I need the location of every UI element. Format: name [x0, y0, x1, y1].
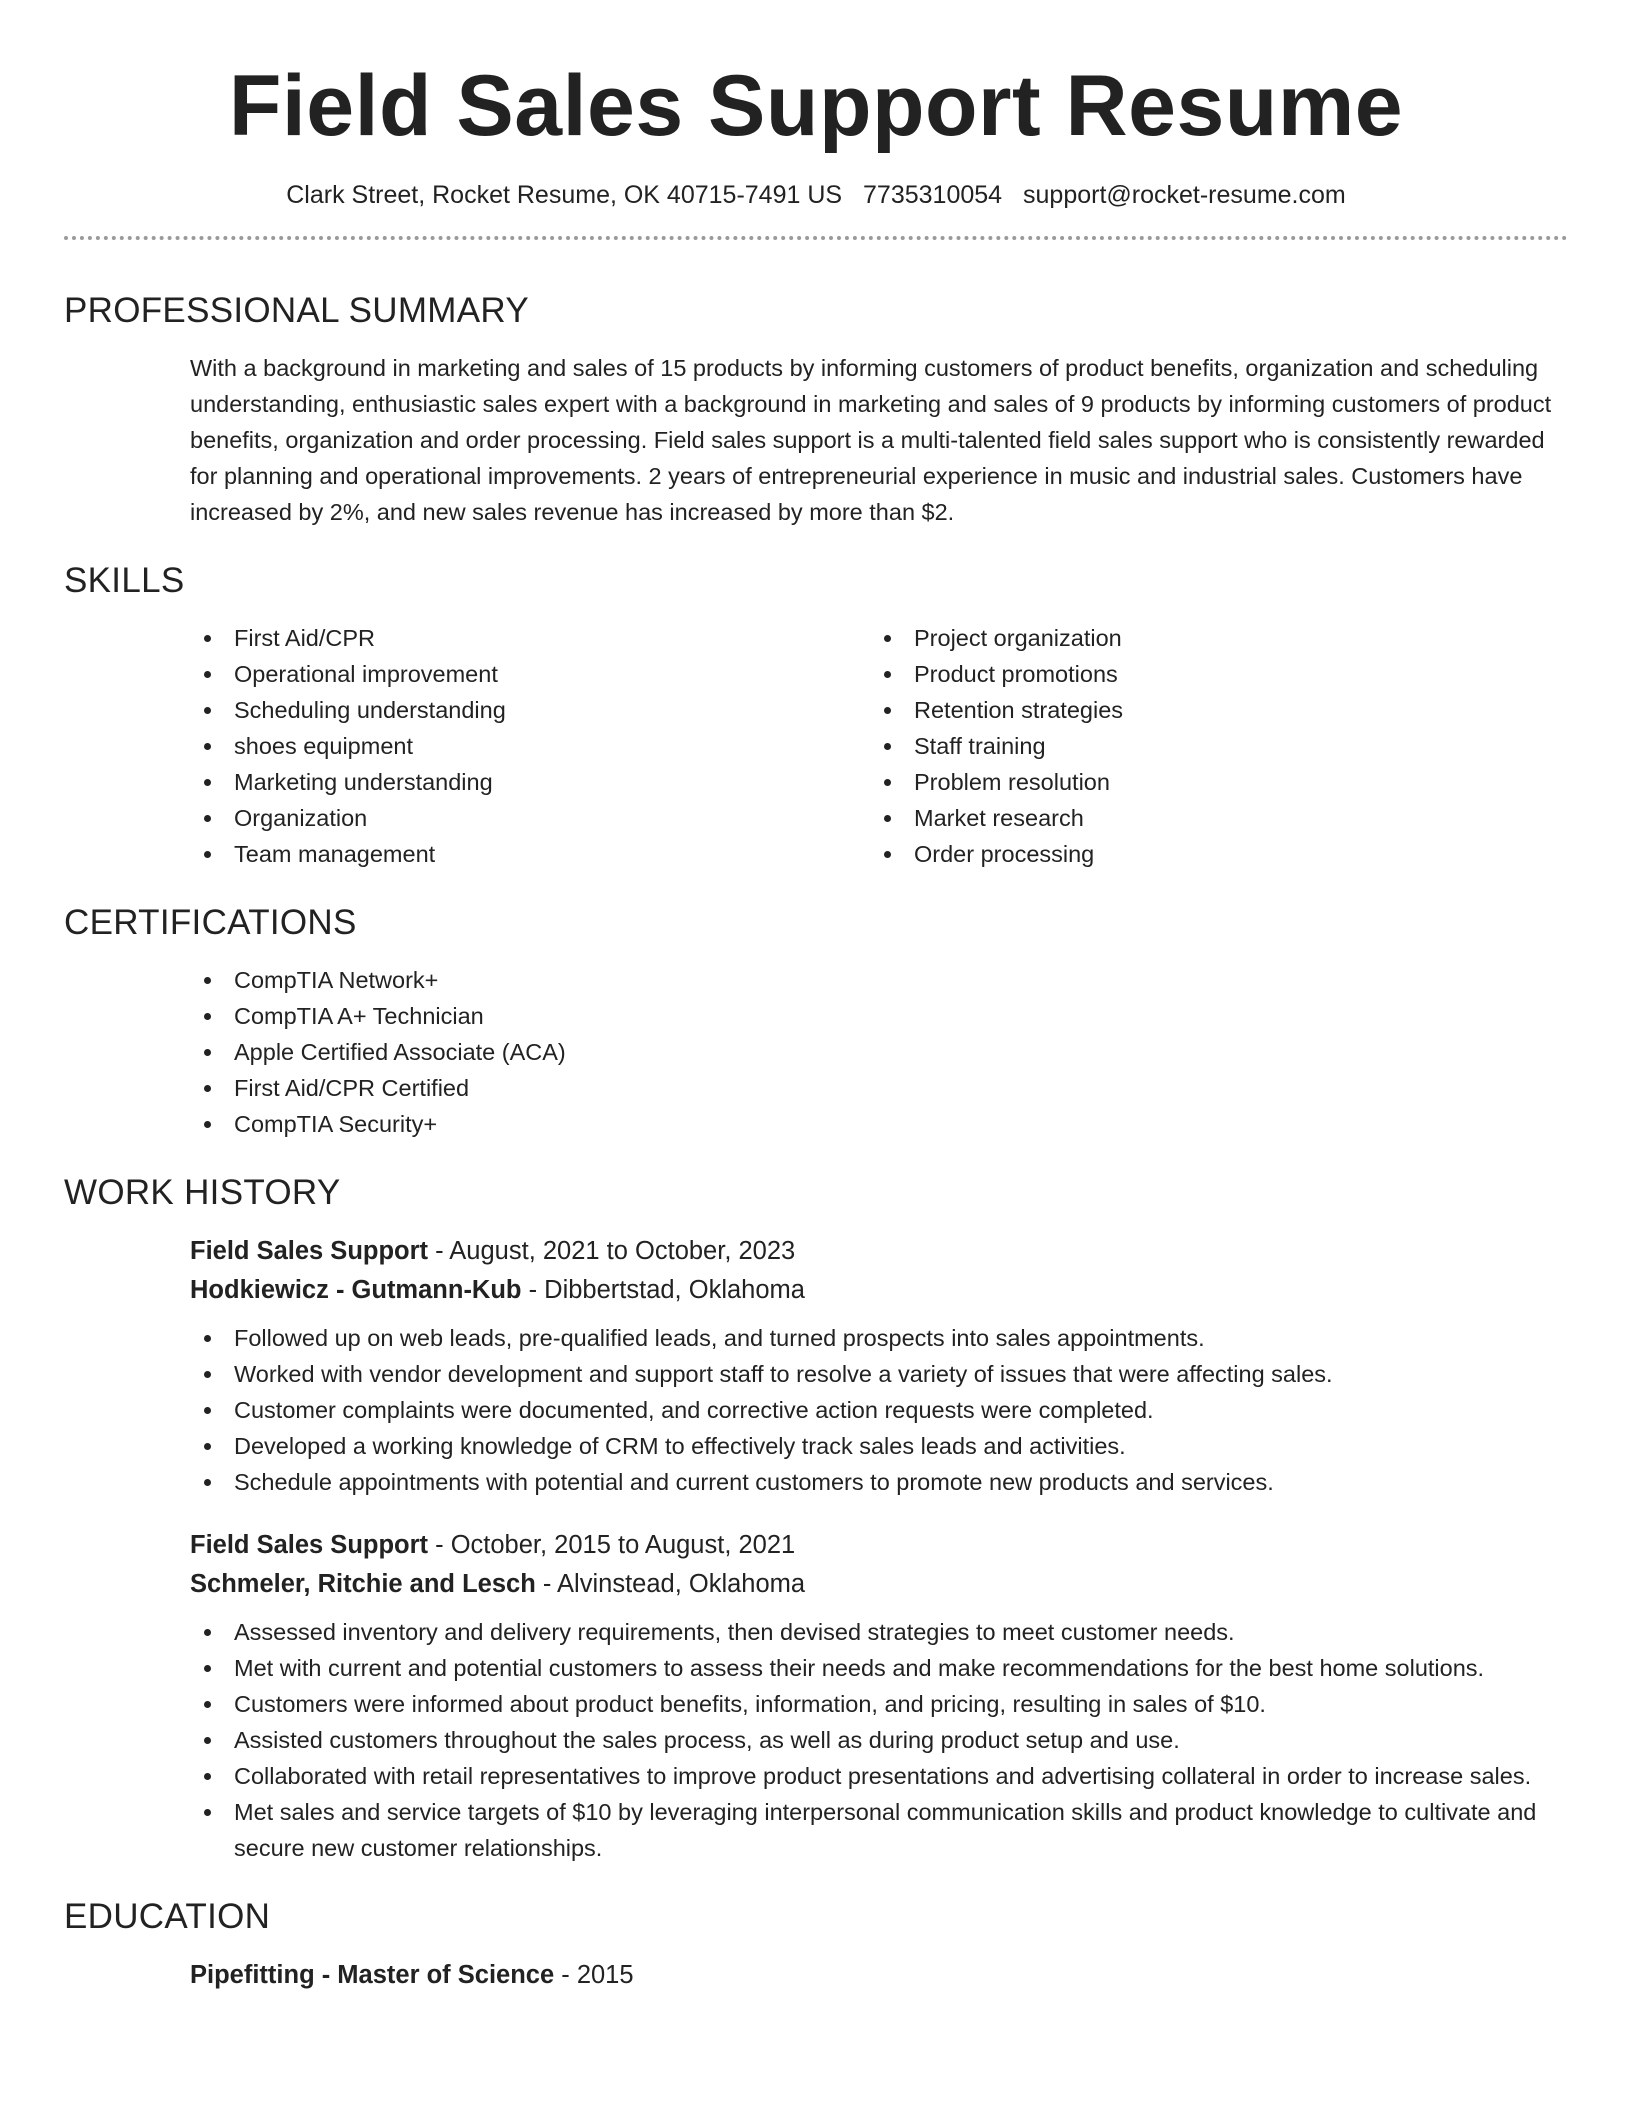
skills-grid: [190, 620, 1568, 872]
skills-list-right: [870, 620, 1470, 872]
job-bullet: Met with current and potential customers to assess their needs and make recommendations for the best home solutions.: [190, 1650, 1568, 1686]
skill-item: Retention strategies: [870, 692, 1470, 728]
job-bullet: Developed a working knowledge of CRM to effectively track sales leads and activities.: [190, 1428, 1568, 1464]
certifications-heading: CERTIFICATIONS: [64, 903, 357, 942]
resume-title: Field Sales Support Resume: [228, 58, 1404, 154]
certifications-section: [64, 902, 1568, 1142]
job-bullet: Schedule appointments with potential and current customers to promote new products and services.: [190, 1464, 1568, 1500]
job-company-line: [190, 1565, 1568, 1604]
certification-item: CompTIA A+ Technician: [190, 998, 1568, 1034]
education-entry: [190, 1956, 1568, 1995]
education-section: [64, 1896, 1568, 1995]
work-history-heading: WORK HISTORY: [64, 1173, 341, 1212]
certification-item: CompTIA Network+: [190, 962, 1568, 998]
job-bullets: [190, 1614, 1568, 1866]
skill-item: Project organization: [870, 620, 1470, 656]
job-bullet: Collaborated with retail representatives to improve product presentations and advertising collateral in order to increase sales.: [190, 1758, 1568, 1794]
summary-text: With a background in marketing and sales of 15 products by informing customers of product benefits, organization and scheduling understanding, enthusiastic sales expert with a background in marketing and sales of 9 products by informing customers of product benefits, organization and order processing. Field sales support is a multi-talented field sales support who is consistently rewarded for planning and operational improvements. 2 years of entrepreneurial experience in music and industrial sales. Customers have increased by 2%, and new sales revenue has increased by more than $2.: [190, 355, 1552, 525]
job-bullet: Customers were informed about product benefits, information, and pricing, resulting in sales of $10.: [190, 1686, 1568, 1722]
education-degree: Pipefitting - Master of Science: [190, 1961, 555, 1989]
job-location: - Dibbertstad, Oklahoma: [521, 1276, 805, 1304]
job-company-line: [190, 1271, 1568, 1310]
skill-item: shoes equipment: [190, 728, 870, 764]
skill-item: Organization: [190, 800, 870, 836]
job-bullets: [190, 1320, 1568, 1500]
work-history-section: [64, 1172, 1568, 1866]
contact-email: support@rocket-resume.com: [1023, 181, 1346, 209]
skills-section: [64, 560, 1568, 872]
certifications-list: [190, 962, 1568, 1142]
job-entry: [190, 1232, 1568, 1500]
skills-list-left: [190, 620, 870, 872]
skill-item: Market research: [870, 800, 1470, 836]
certification-item: First Aid/CPR Certified: [190, 1070, 1568, 1106]
skill-item: Team management: [190, 836, 870, 872]
job-bullet: Worked with vendor development and support staff to resolve a variety of issues that were affecting sales.: [190, 1356, 1568, 1392]
certification-item: CompTIA Security+: [190, 1106, 1568, 1142]
header-divider: [64, 236, 1568, 240]
education-year: - 2015: [554, 1961, 634, 1989]
skill-item: Product promotions: [870, 656, 1470, 692]
summary-section: [64, 290, 1568, 530]
job-title-line: [190, 1526, 1568, 1565]
skill-item: Marketing understanding: [190, 764, 870, 800]
job-location: - Alvinstead, Oklahoma: [535, 1570, 806, 1598]
skills-heading: SKILLS: [64, 561, 185, 600]
skill-item: Staff training: [870, 728, 1470, 764]
job-bullet: Assisted customers throughout the sales process, as well as during product setup and use.: [190, 1722, 1568, 1758]
resume-page: [64, 0, 1568, 1995]
job-company: Hodkiewicz - Gutmann-Kub: [190, 1276, 522, 1304]
skill-item: Problem resolution: [870, 764, 1470, 800]
job-dates: - October, 2015 to August, 2021: [428, 1531, 796, 1559]
job-bullet: Customer complaints were documented, and corrective action requests were completed.: [190, 1392, 1568, 1428]
education-heading: EDUCATION: [64, 1897, 271, 1936]
job-title: Field Sales Support: [190, 1237, 429, 1265]
job-bullet: Followed up on web leads, pre-qualified leads, and turned prospects into sales appointments.: [190, 1320, 1568, 1356]
skill-item: Operational improvement: [190, 656, 870, 692]
job-dates: - August, 2021 to October, 2023: [428, 1237, 796, 1265]
skill-item: Scheduling understanding: [190, 692, 870, 728]
job-bullet: Assessed inventory and delivery requirements, then devised strategies to meet customer needs.: [190, 1614, 1568, 1650]
job-bullet: Met sales and service targets of $10 by leveraging interpersonal communication skills and product knowledge to cultivate and secure new customer relationships.: [190, 1794, 1568, 1866]
job-title-line: [190, 1232, 1568, 1271]
certification-item: Apple Certified Associate (ACA): [190, 1034, 1568, 1070]
job-title: Field Sales Support: [190, 1531, 429, 1559]
contact-address: Clark Street, Rocket Resume, OK 40715-7491 US: [286, 181, 843, 209]
contact-phone: 7735310054: [863, 181, 1003, 209]
summary-heading: PROFESSIONAL SUMMARY: [64, 291, 529, 330]
job-company: Schmeler, Ritchie and Lesch: [190, 1570, 536, 1598]
skill-item: First Aid/CPR: [190, 620, 870, 656]
job-entry: [190, 1526, 1568, 1866]
skill-item: Order processing: [870, 836, 1470, 872]
contact-line: [64, 180, 1568, 210]
